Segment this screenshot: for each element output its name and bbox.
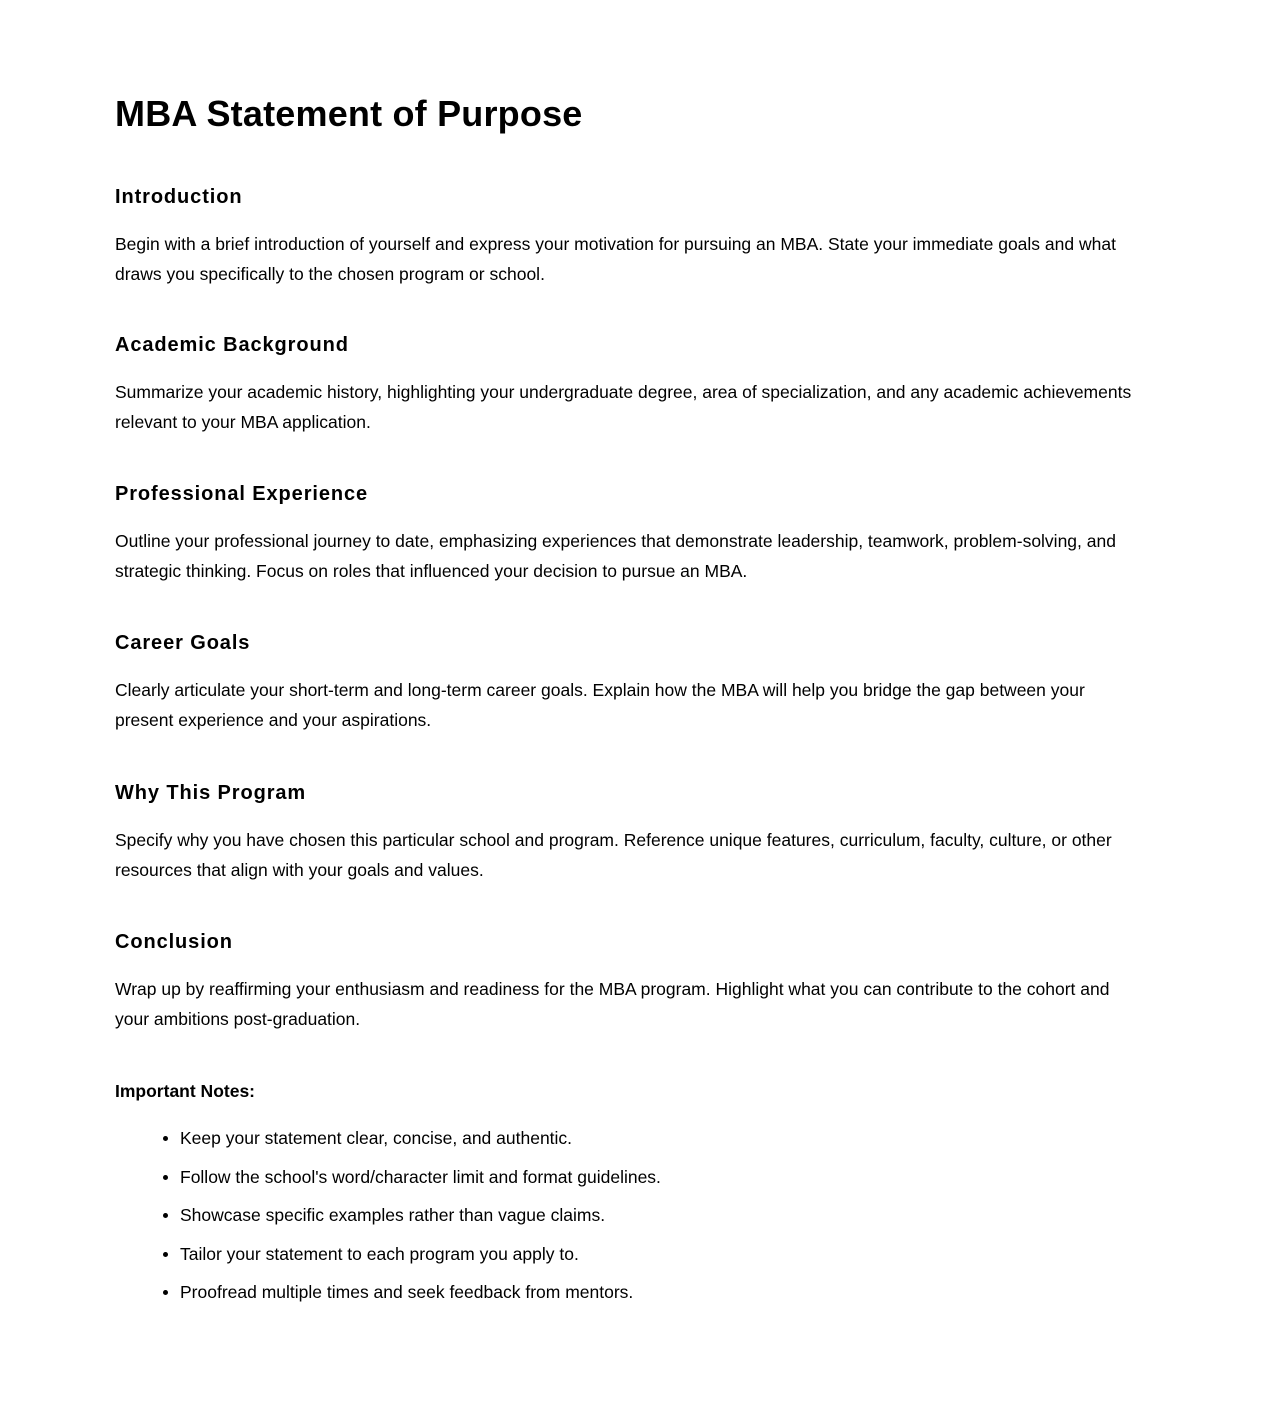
notes-list	[115, 1127, 1148, 1303]
bullet-icon	[163, 1252, 168, 1257]
section-why-this-program	[115, 781, 1148, 885]
section-conclusion	[115, 930, 1148, 1034]
section-heading: Career Goals	[115, 632, 251, 654]
list-item	[180, 1166, 1148, 1188]
section-heading: Academic Background	[115, 334, 349, 356]
list-item	[180, 1243, 1148, 1265]
list-item-text: Proofread multiple times and seek feedback from mentors.	[180, 1282, 634, 1302]
notes-heading: Important Notes:	[115, 1081, 255, 1101]
section-body: Outline your professional journey to date, emphasizing experiences that demonstrate leadership, teamwork, problem-solving, and strategic thinking. Focus on roles that influenced your decision to pursue an MBA.	[115, 531, 1116, 581]
section-body: Wrap up by reaffirming your enthusiasm and readiness for the MBA program. Highlight what you can contribute to the cohort and your ambitions post-graduation.	[115, 979, 1110, 1029]
section-academic-background	[115, 333, 1148, 437]
section-body: Specify why you have chosen this particular school and program. Reference unique features, curriculum, faculty, culture, or other resources that align with your goals and values.	[115, 830, 1112, 880]
bullet-icon	[163, 1290, 168, 1295]
list-item	[180, 1281, 1148, 1303]
bullet-icon	[163, 1136, 168, 1141]
list-item	[180, 1127, 1148, 1149]
section-body: Summarize your academic history, highlighting your undergraduate degree, area of specialization, and any academic achievements relevant to your MBA application.	[115, 382, 1132, 432]
list-item-text: Showcase specific examples rather than vague claims.	[180, 1205, 606, 1225]
section-heading: Professional Experience	[115, 483, 369, 505]
section-body: Clearly articulate your short-term and long-term career goals. Explain how the MBA will help you bridge the gap between your present experience and your aspirations.	[115, 680, 1085, 730]
page-title: MBA Statement of Purpose	[115, 93, 583, 134]
bullet-icon	[163, 1213, 168, 1218]
bullet-icon	[163, 1175, 168, 1180]
section-career-goals	[115, 631, 1148, 735]
list-item-text: Follow the school's word/character limit and format guidelines.	[180, 1166, 661, 1187]
section-heading: Why This Program	[115, 782, 307, 804]
section-body: Begin with a brief introduction of yourself and express your motivation for pursuing an MBA. State your immediate goals and what draws you specifically to the chosen program or school.	[115, 234, 1116, 284]
section-heading: Introduction	[115, 186, 243, 208]
section-introduction	[115, 185, 1148, 289]
important-notes	[115, 1080, 1148, 1303]
section-heading: Conclusion	[115, 931, 233, 953]
list-item	[180, 1204, 1148, 1226]
list-item-text: Keep your statement clear, concise, and authentic.	[180, 1128, 573, 1148]
list-item-text: Tailor your statement to each program you apply to.	[180, 1243, 579, 1264]
section-professional-experience	[115, 482, 1148, 586]
